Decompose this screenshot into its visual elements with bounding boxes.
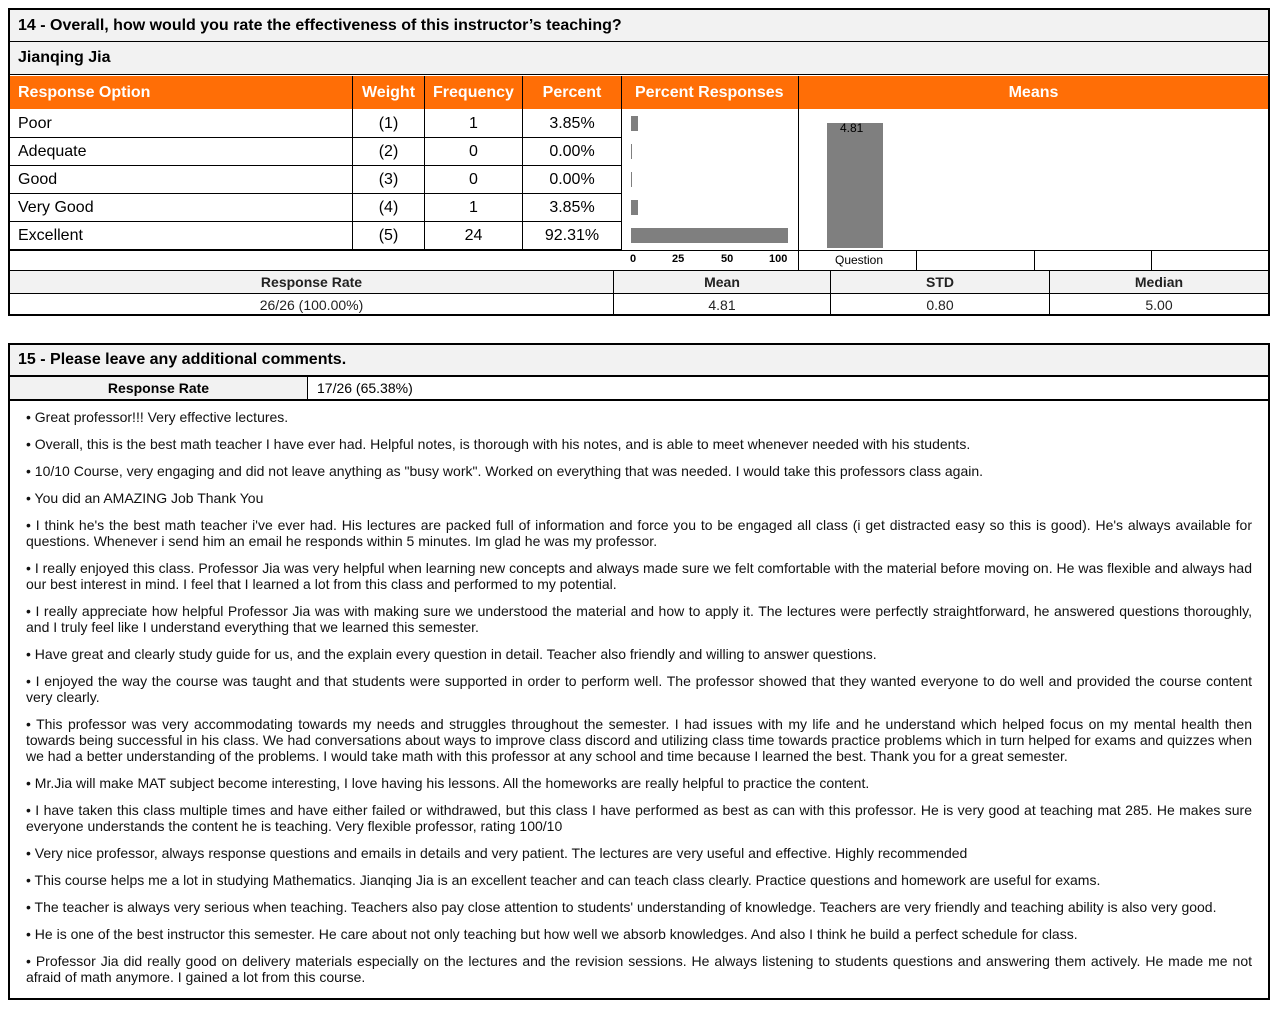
comment-item: • He is one of the best instructor this semester. He care about not only teaching but how well we absorb knowledges. And also I think he build a perfect schedule for class. <box>26 926 1078 942</box>
percent-bar <box>631 172 632 187</box>
comment-item: • Very nice professor, always response questions and emails in details and very patient. The lectures are very useful and effective. Highly recommended <box>26 845 968 861</box>
percent-bar <box>631 200 638 215</box>
stat-std: 0.80 <box>926 297 954 313</box>
stat-header-median: Median <box>1050 271 1268 293</box>
header-percent-responses: Percent Responses <box>622 76 798 109</box>
percent-value: 0.00% <box>523 166 621 194</box>
header-percent: Percent <box>523 76 621 109</box>
percent-value: 3.85% <box>523 194 621 222</box>
comment-item: • This course helps me a lot in studying Mathematics. Jianqing Jia is an excellent teacher and can teach class clearly. Practice questions and homework are useful for exams. <box>26 872 1101 888</box>
percent-value: 92.31% <box>523 222 621 250</box>
stat-header-response-rate: Response Rate <box>10 271 613 293</box>
percent-value: 3.85% <box>523 110 621 138</box>
comment-item: • I have taken this class multiple times and have either failed or withdrawed, but this class I have performed as best as can with this professor. He is very good at teaching mat 285. He makes sure everyone understands the content he is teaching. Very flexible professor, rating 100/10 <box>26 802 1252 834</box>
frequency-value: 1 <box>425 110 522 138</box>
comment-item: • Great professor!!! Very effective lectures. <box>26 409 289 425</box>
weight-value: (1) <box>353 110 424 138</box>
frequency-value: 0 <box>425 166 522 194</box>
weight-value: (5) <box>353 222 424 250</box>
frequency-value: 1 <box>425 194 522 222</box>
option-label: Excellent <box>10 222 352 250</box>
stat-header-mean: Mean <box>614 271 830 293</box>
stat-response-rate: 26/26 (100.00%) <box>259 297 364 313</box>
frequency-value: 0 <box>425 138 522 166</box>
stat-median: 5.00 <box>1145 297 1173 313</box>
comments-list <box>26 409 1252 996</box>
axis-tick-25: 25 <box>672 253 685 265</box>
stat-header-std: STD <box>831 271 1049 293</box>
means-bar-label: 4.81 <box>840 120 864 135</box>
comment-item: • Overall, this is the best math teacher I have ever had. Helpful notes, is thorough with his notes, and is able to meet whenever needed with his students. <box>26 436 971 452</box>
axis-tick-50: 50 <box>721 253 734 265</box>
percent-value: 0.00% <box>523 138 621 166</box>
header-means: Means <box>799 76 1268 109</box>
comment-item: • I think he's the best math teacher i've ever had. His lectures are packed full of information and force you to be engaged all class (i get distracted easy so this is good). He's always available for questions. Whenever i send him an email he responds within 5 minutes. Im glad he was my professor. <box>26 517 1252 549</box>
percent-bar <box>631 144 632 159</box>
means-bar <box>827 120 883 248</box>
question-title: 14 - Overall, how would you rate the effectiveness of this instructor’s teaching? <box>10 10 1268 42</box>
weight-value: (4) <box>353 194 424 222</box>
option-label: Adequate <box>10 138 352 166</box>
comment-item: • Professor Jia did really good on delivery materials especially on the lectures and the revision sessions. He always listening to students questions and answering them actively. He made me not afraid of math anymore. I gained a lot from this course. <box>26 953 1252 985</box>
question-15-panel <box>8 343 1270 1000</box>
percent-bar <box>631 228 788 243</box>
comment-item: • I really enjoyed this class. Professor Jia was very helpful when learning new concepts and always made sure we felt comfortable with the material before moving on. He was flexible and always had our best interest in mind. I feel that I learned a lot from this class and performed to my potential. <box>26 560 1252 592</box>
response-rate-label: Response Rate <box>10 377 308 399</box>
option-label: Very Good <box>10 194 352 222</box>
percent-bar <box>631 116 638 131</box>
comment-item: • Have great and clearly study guide for us, and the explain every question in detail. Teacher also friendly and willing to answer questions. <box>26 646 877 662</box>
instructor-name: Jianqing Jia <box>10 42 1268 75</box>
header-response-option: Response Option <box>10 76 352 109</box>
weight-value: (2) <box>353 138 424 166</box>
comment-item: • You did an AMAZING Job Thank You <box>26 490 264 506</box>
option-label: Good <box>10 166 352 194</box>
option-label: Poor <box>10 110 352 138</box>
axis-tick-0: 0 <box>630 253 637 265</box>
comment-item: • This professor was very accommodating towards my needs and struggles throughout the semester. I had issues with my life and he understand which helped focus on my mental health then towards being successful in his class. We had conversations about ways to improve class discord and utilizing class time towards practice problems which in turn helped for exams and quizzes when we had a better understanding of the problems. I would take math with this professor at any school and time because I learned the best. Thank you for a great semester. <box>26 716 1252 764</box>
axis-tick-100: 100 <box>769 253 788 265</box>
weight-value: (3) <box>353 166 424 194</box>
header-frequency: Frequency <box>425 76 522 109</box>
header-weight: Weight <box>353 76 424 109</box>
frequency-value: 24 <box>425 222 522 250</box>
comment-item: • I enjoyed the way the course was taught and that students were supported in order to perform well. The professor showed that they wanted everyone to do well and provided the course content very clearly. <box>26 673 1252 705</box>
comment-item: • The teacher is always very serious when teaching. Teachers also pay close attention to students' understanding of knowledge. Teachers are very friendly and teaching ability is also very good. <box>26 899 1217 915</box>
comment-item: • I really appreciate how helpful Professor Jia was with making sure we understood the material and how to apply it. The lectures were perfectly straightforward, he answered questions thoroughly, and I truly feel like I understand everything that we learned this semester. <box>26 603 1252 635</box>
question-14-panel <box>8 8 1270 316</box>
stat-mean: 4.81 <box>708 297 736 313</box>
comment-item: • 10/10 Course, very engaging and did not leave anything as "busy work". Worked on everything that was needed. I would take this professors class again. <box>26 463 984 479</box>
question-title: 15 - Please leave any additional comments. <box>10 345 1268 377</box>
comment-item: • Mr.Jia will make MAT subject become interesting, I love having his lessons. All the homeworks are really helpful to practice the content. <box>26 775 870 791</box>
means-x-label: Question <box>835 253 884 267</box>
response-rate-value: 17/26 (65.38%) <box>317 380 413 396</box>
